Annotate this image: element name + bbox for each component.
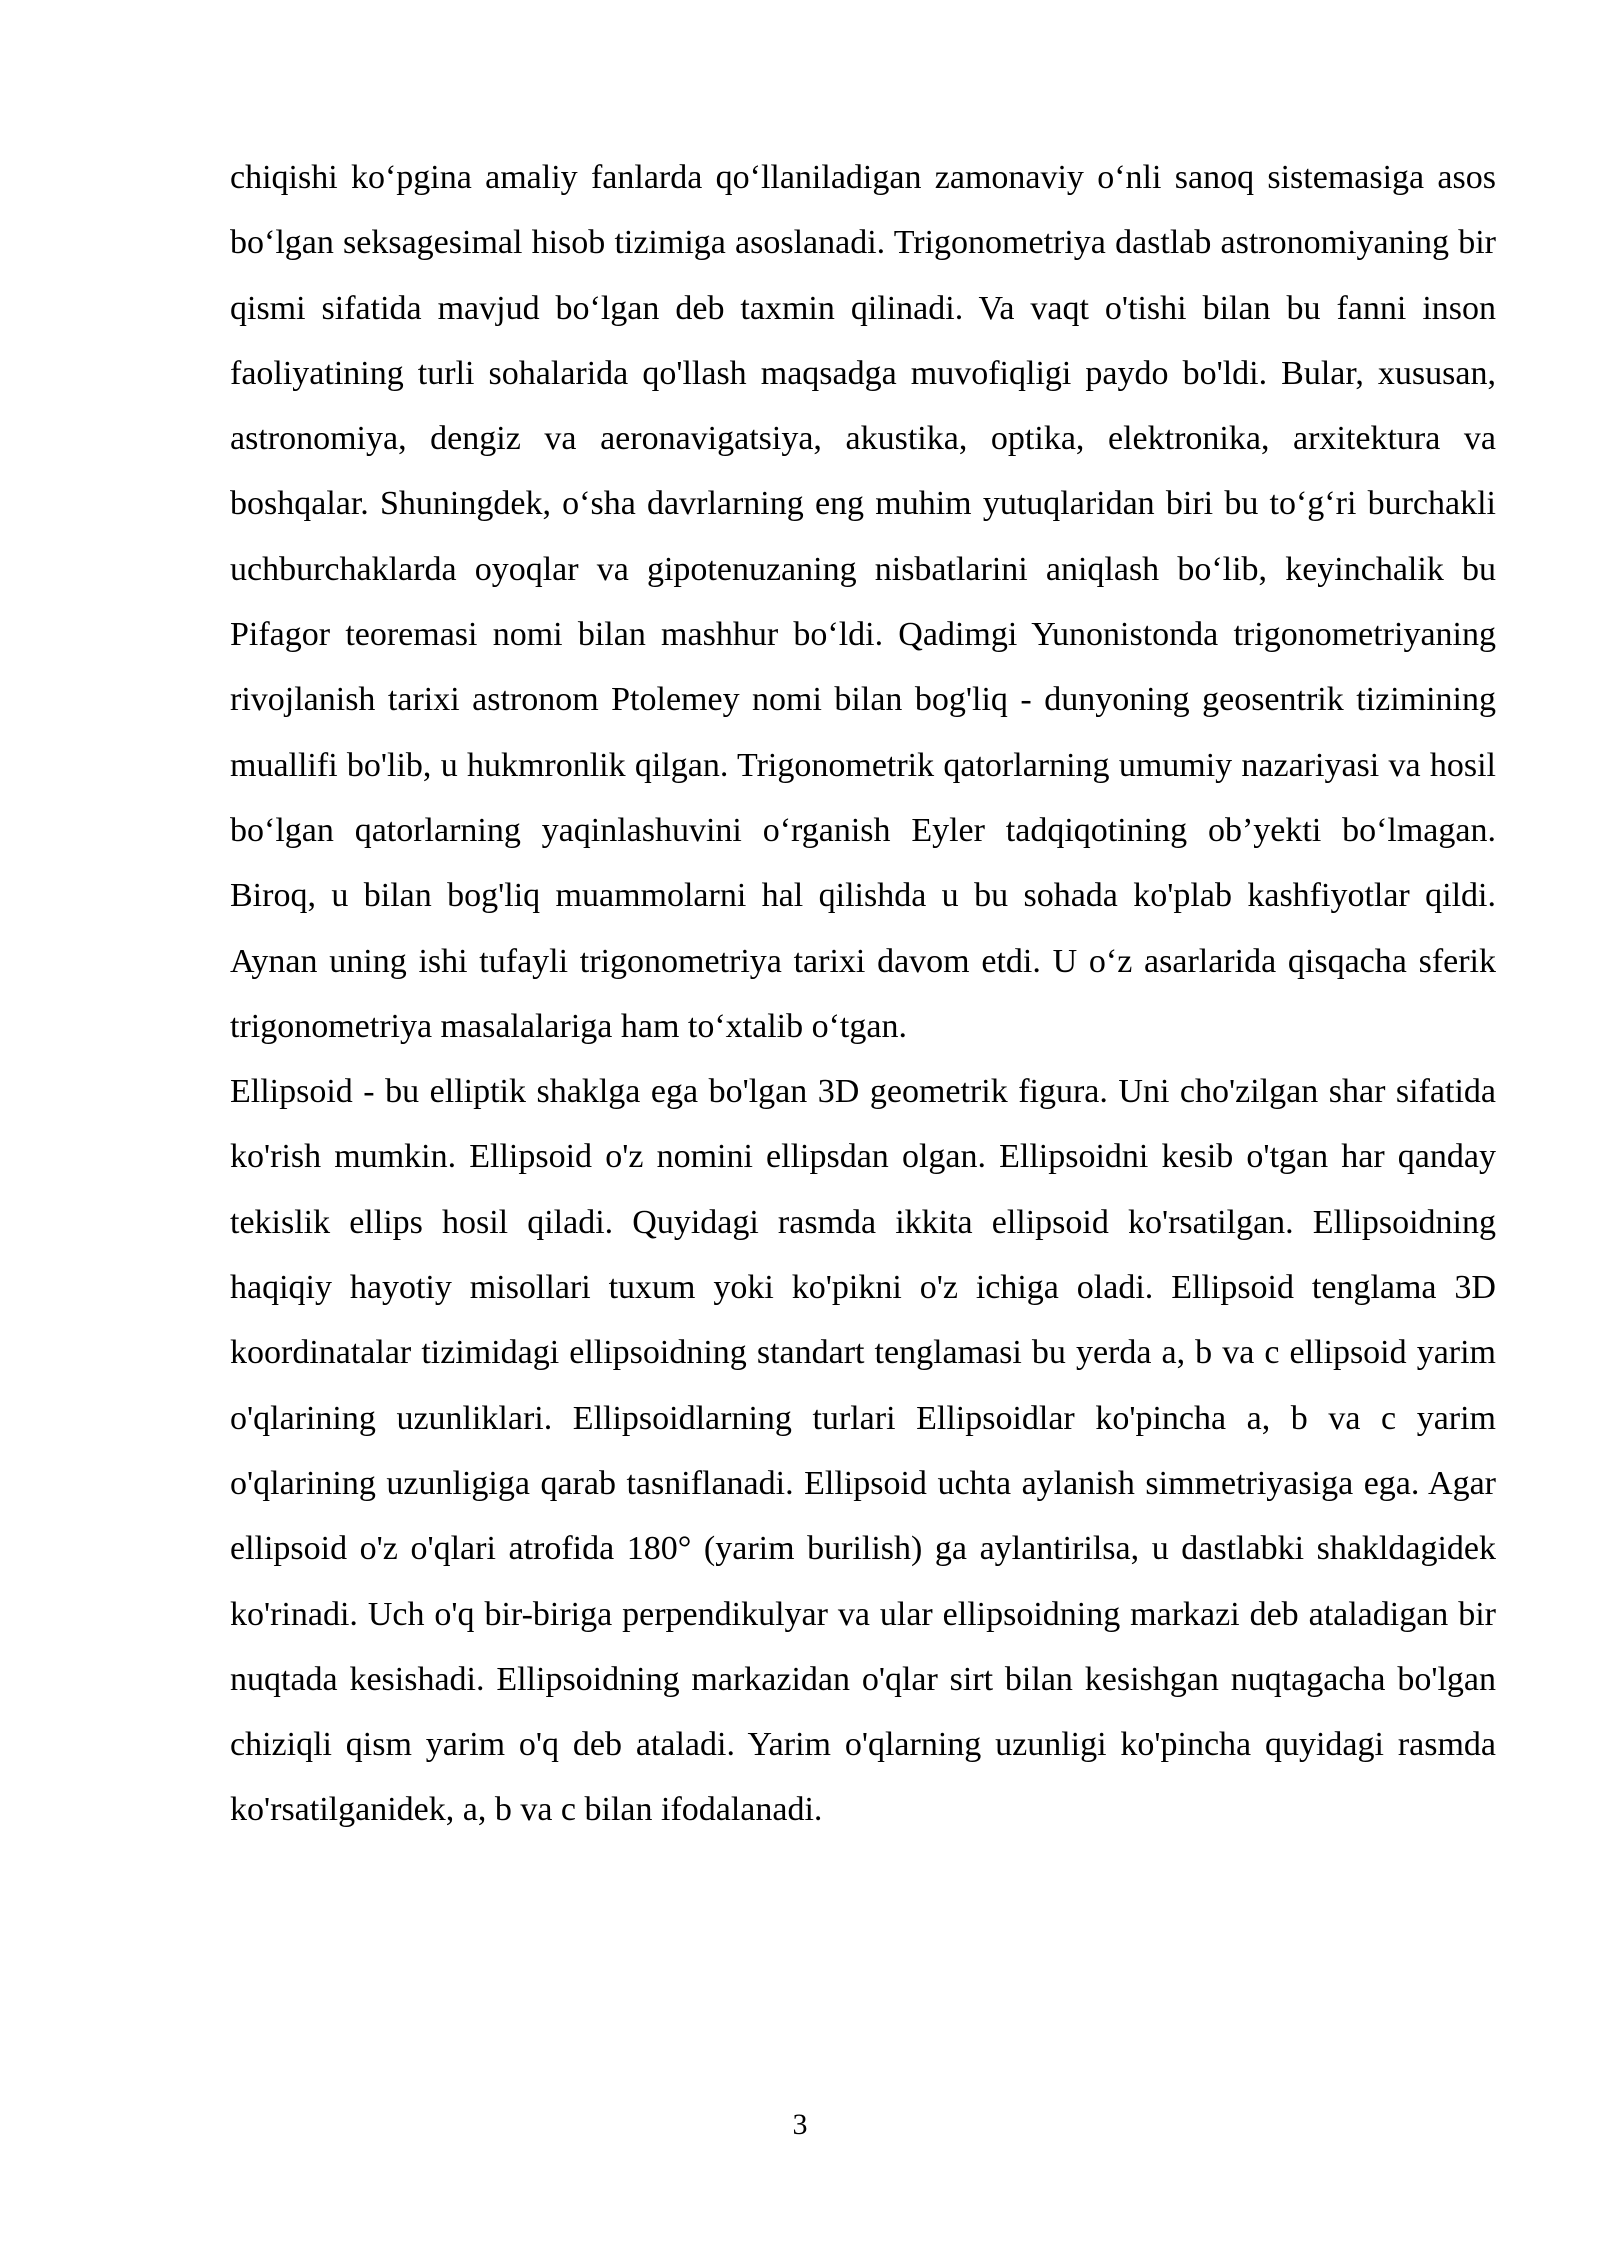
page-number: 3 xyxy=(792,2108,808,2141)
paragraph-trigonometry-history: chiqishi ko‘pgina amaliy fanlarda qo‘llaniladigan zamonaviy o‘nli sanoq sistemasiga asos bo‘lgan seksagesimal hisob tizimiga asoslanadi. Trigonometriya dastlab astronomiyaning bir qismi sifatida mavjud bo‘lgan deb taxmin qilinadi. Va vaqt o'tishi bilan bu fanni inson faoliyatining turli sohalarida qo'llash maqsadga muvofiqligi paydo bo'ldi. Bular, xususan, astronomiya, dengiz va aeronavigatsiya, akustika, optika, elektronika, arxitektura va boshqalar. Shuningdek, o‘sha davrlarning eng muhim yutuqlaridan biri bu to‘g‘ri burchakli uchburchaklarda oyoqlar va gipotenuzaning nisbatlarini aniqlash bo‘lib, keyinchalik bu Pifagor teoremasi nomi bilan mashhur bo‘ldi. Qadimgi Yunonistonda trigonometriyaning rivojlanish tarixi astronom Ptolemey nomi bilan bog'liq - dunyoning geosentrik tizimining muallifi bo'lib, u hukmronlik qilgan. Trigonometrik qatorlarning umumiy nazariyasi va hosil bo‘lgan qatorlarning yaqinlashuvini o‘rganish Eyler tadqiqotining ob’yekti bo‘lmagan. Biroq, u bilan bog'liq muammolarni hal qilishda u bu sohada ko'plab kashfiyotlar qildi. Aynan uning ishi tufayli trigonometriya tarixi davom etdi. U o‘z asarlarida qisqacha sferik trigonometriya masalalariga ham to‘xtalib o‘tgan. xyxy=(230,159,1496,1045)
body-text xyxy=(230,145,1496,1843)
paragraph-ellipsoid: Ellipsoid - bu elliptik shaklga ega bo'lgan 3D geometrik figura. Uni cho'zilgan shar sifatida ko'rish mumkin. Ellipsoid o'z nomini ellipsdan olgan. Ellipsoidni kesib o'tgan har qanday tekislik ellips hosil qiladi. Quyidagi rasmda ikkita ellipsoid ko'rsatilgan. Ellipsoidning haqiqiy hayotiy misollari tuxum yoki ko'pikni o'z ichiga oladi. Ellipsoid tenglama 3D koordinatalar tizimidagi ellipsoidning standart tenglamasi bu yerda a, b va c ellipsoid yarim o'qlarining uzunliklari. Ellipsoidlarning turlari Ellipsoidlar ko'pincha a, b va c yarim o'qlarining uzunligiga qarab tasniflanadi. Ellipsoid uchta aylanish simmetriyasiga ega. Agar ellipsoid o'z o'qlari atrofida 180° (yarim burilish) ga aylantirilsa, u dastlabki shakldagidek ko'rinadi. Uch o'q bir-biriga perpendikulyar va ular ellipsoidning markazi deb ataladigan bir nuqtada kesishadi. Ellipsoidning markazidan o'qlar sirt bilan kesishgan nuqtagacha bo'lgan chiziqli qism yarim o'q deb ataladi. Yarim o'qlarning uzunligi ko'pincha quyidagi rasmda ko'rsatilganidek, a, b va c bilan ifodalanadi. xyxy=(230,1073,1496,1829)
